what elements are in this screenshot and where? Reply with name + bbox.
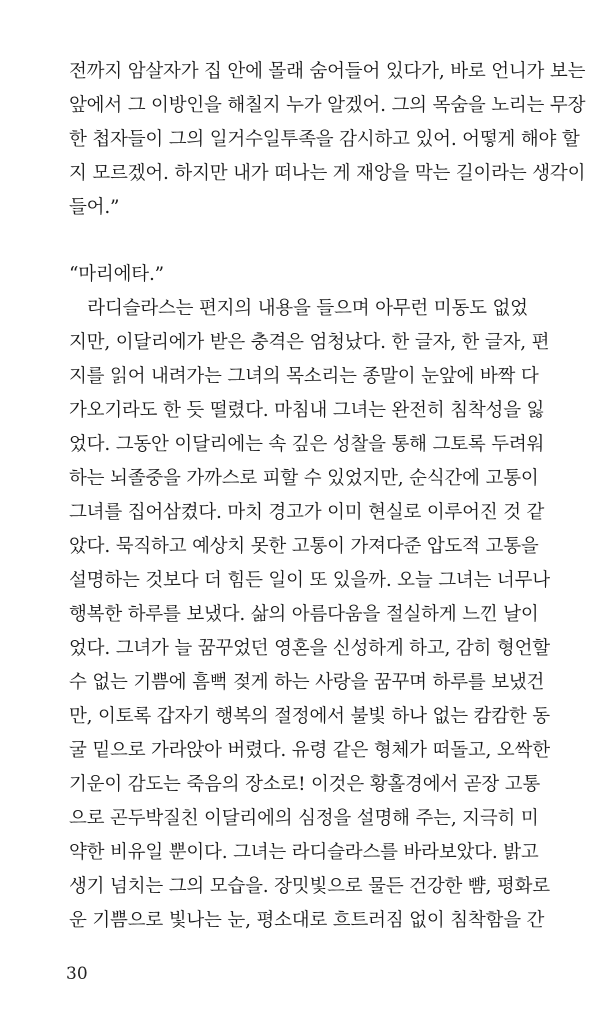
text-line: 았다. 묵직하고 예상치 못한 고통이 가져다준 압도적 고통을 (69, 536, 539, 557)
text-line: 행복한 하루를 보냈다. 삶의 아름다움을 절실하게 느낀 날이 (69, 604, 539, 625)
text-line: 앞에서 그 이방인을 해칠지 누가 알겠어. 그의 목숨을 노리는 무장 (69, 95, 586, 116)
text-line: 지를 읽어 내려가는 그녀의 목소리는 종말이 눈앞에 바짝 다 (69, 366, 539, 387)
text-line: 만, 이토록 갑자기 행복의 절정에서 불빛 하나 없는 캄캄한 동 (69, 706, 550, 727)
dialogue-line: “마리에타.” (69, 264, 164, 285)
text-line: 약한 비유일 뿐이다. 그녀는 라디슬라스를 바라보았다. 밝고 (69, 842, 539, 863)
text-line: 으로 곤두박질친 이달리에의 심정을 설명해 주는, 지극히 미 (69, 808, 539, 829)
text-line: 생기 넘치는 그의 모습을. 장밋빛으로 물든 건강한 뺨, 평화로 (69, 876, 550, 897)
text-line: 지 모르겠어. 하지만 내가 떠나는 게 재앙을 막는 길이라는 생각이 (69, 163, 586, 184)
paragraph-continuation (69, 55, 586, 225)
text-line: 설명하는 것보다 더 힘든 일이 또 있을까. 오늘 그녀는 너무나 (69, 570, 550, 591)
text-line: 굴 밑으로 가라앉아 버렸다. 유령 같은 형체가 떠돌고, 오싹한 (69, 740, 550, 761)
text-line: 운 기쁨으로 빛나는 눈, 평소대로 흐트러짐 없이 침착함을 간 (69, 910, 545, 931)
text-line: 하는 뇌졸중을 가까스로 피할 수 있었지만, 순식간에 고통이 (69, 468, 539, 489)
page-number: 30 (66, 964, 88, 984)
text-line: 들어.” (69, 197, 120, 218)
text-line: 전까지 암살자가 집 안에 몰래 숨어들어 있다가, 바로 언니가 보는 (69, 61, 586, 82)
text-line: 라디슬라스는 편지의 내용을 들으며 아무런 미동도 없었 (69, 298, 528, 319)
text-line: 수 없는 기쁨에 흠뻑 젖게 하는 사랑을 꿈꾸며 하루를 보냈건 (69, 672, 545, 693)
text-line: 지만, 이달리에가 받은 충격은 엄청났다. 한 글자, 한 글자, 편 (69, 332, 550, 353)
text-line: 었다. 그녀가 늘 꿈꾸었던 영혼을 신성하게 하고, 감히 형언할 (69, 638, 550, 659)
text-line: 그녀를 집어삼켰다. 마치 경고가 이미 현실로 이루어진 것 같 (69, 502, 545, 523)
main-text (69, 258, 550, 938)
text-line: 가오기라도 한 듯 떨렸다. 마침내 그녀는 완전히 침착성을 잃 (69, 400, 545, 421)
text-line: 기운이 감도는 죽음의 장소로! 이것은 황홀경에서 곧장 고통 (69, 774, 541, 795)
text-line: 한 첩자들이 그의 일거수일투족을 감시하고 있어. 어떻게 해야 할 (69, 129, 580, 150)
text-line: 었다. 그동안 이달리에는 속 깊은 성찰을 통해 그토록 두려워 (69, 434, 545, 455)
